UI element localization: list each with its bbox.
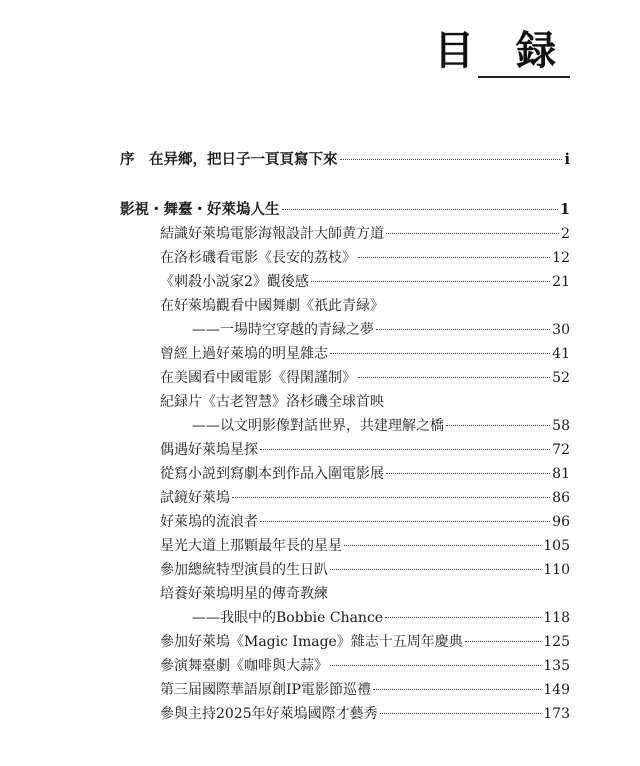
toc-entry-page: 173 bbox=[543, 706, 570, 722]
toc-entry[interactable] bbox=[160, 272, 570, 292]
dot-leader bbox=[358, 376, 550, 378]
toc-entry-label: 參與主持2025年好萊塢國際才藝秀 bbox=[160, 706, 378, 722]
toc-entry-label: 第三届國際華語原創IP電影節巡禮 bbox=[160, 682, 371, 698]
toc-entry[interactable] bbox=[160, 512, 570, 532]
toc-entry-page: 41 bbox=[552, 346, 570, 362]
toc-entry-label: 好萊塢的流浪者 bbox=[160, 514, 258, 530]
dot-leader bbox=[330, 664, 541, 666]
toc-section-row[interactable] bbox=[120, 200, 570, 220]
dot-leader bbox=[380, 712, 542, 714]
toc-entry-label: ——一場時空穿越的青緑之夢 bbox=[192, 322, 374, 338]
toc-entry-heading[interactable] bbox=[160, 584, 570, 604]
toc-entry-label: 偶遇好萊塢星探 bbox=[160, 442, 258, 458]
toc-entry-page: 86 bbox=[552, 490, 570, 506]
dot-leader bbox=[330, 568, 541, 570]
toc-entry-page: 52 bbox=[552, 370, 570, 386]
toc-entry-page: 72 bbox=[552, 442, 570, 458]
toc-entry-label: 《刺殺小説家2》觀後感 bbox=[160, 274, 309, 290]
toc-entry-label: 參加好萊塢《Magic Image》雜志十五周年慶典 bbox=[160, 634, 463, 650]
toc-entry-subtitle[interactable] bbox=[192, 608, 570, 628]
dot-leader bbox=[330, 352, 550, 354]
toc-entry-page: 110 bbox=[543, 562, 570, 578]
toc-entry-label: 在好萊塢觀看中國舞劇《祇此青緑》 bbox=[160, 298, 384, 314]
toc-section-label: 影視・舞臺・好萊塢人生 bbox=[120, 201, 280, 218]
page-title: 目 録 bbox=[434, 27, 570, 74]
toc-entry-page: 81 bbox=[552, 466, 570, 482]
toc-preface-label: 序 在异鄉，把日子一頁頁寫下來 bbox=[120, 151, 338, 168]
toc-entry[interactable] bbox=[160, 344, 570, 364]
toc-entry[interactable] bbox=[160, 488, 570, 508]
dot-leader bbox=[282, 208, 558, 210]
dot-leader bbox=[260, 448, 550, 450]
toc-entry[interactable] bbox=[160, 680, 570, 700]
toc-entry-page: 2 bbox=[561, 226, 570, 242]
toc-preface-row[interactable] bbox=[120, 150, 570, 170]
toc-entry[interactable] bbox=[160, 368, 570, 388]
toc-entry-page: 118 bbox=[543, 610, 570, 626]
dot-leader bbox=[344, 544, 541, 546]
dot-leader bbox=[311, 280, 550, 282]
toc-entry[interactable] bbox=[160, 248, 570, 268]
dot-leader bbox=[386, 472, 550, 474]
toc-entry-page: 58 bbox=[552, 418, 570, 434]
toc-entry-label: 參加總統特型演員的生日趴 bbox=[160, 562, 328, 578]
toc-entry-label: ——以文明影像對話世界，共建理解之橋 bbox=[192, 418, 444, 434]
dot-leader bbox=[385, 616, 541, 618]
toc-entry-subtitle[interactable] bbox=[192, 320, 570, 340]
toc-entry[interactable] bbox=[160, 440, 570, 460]
dot-leader bbox=[260, 520, 550, 522]
dot-leader bbox=[232, 496, 550, 498]
toc-entry-heading[interactable] bbox=[160, 392, 570, 412]
toc-entry-page: 105 bbox=[543, 538, 570, 554]
toc-entry-label: 試鏡好萊塢 bbox=[160, 490, 230, 506]
toc-entry-page: 125 bbox=[543, 634, 570, 650]
dot-leader bbox=[340, 158, 563, 160]
toc-preface-page: i bbox=[564, 151, 570, 168]
toc-entry-label: 在洛杉磯看電影《長安的荔枝》 bbox=[160, 250, 356, 266]
dot-leader bbox=[386, 232, 559, 234]
toc-entry-label: 參演舞臺劇《咖啡與大蒜》 bbox=[160, 658, 328, 674]
toc-entry-label: 結識好萊塢電影海報設計大師黄方道 bbox=[160, 226, 384, 242]
toc-entry[interactable] bbox=[160, 704, 570, 724]
dot-leader bbox=[376, 328, 550, 330]
toc-entry[interactable] bbox=[160, 656, 570, 676]
toc-entry-label: 培養好萊塢明星的傳奇教練 bbox=[160, 586, 328, 602]
toc-entry-page: 135 bbox=[543, 658, 570, 674]
toc-entry-label: 紀録片《古老智慧》洛杉磯全球首映 bbox=[160, 394, 384, 410]
dot-leader bbox=[358, 256, 550, 258]
toc-entry-subtitle[interactable] bbox=[192, 416, 570, 436]
toc-entry-page: 30 bbox=[552, 322, 570, 338]
toc-entry[interactable] bbox=[160, 560, 570, 580]
toc-entry-page: 21 bbox=[552, 274, 570, 290]
dot-leader bbox=[373, 688, 541, 690]
toc-entry-page: 12 bbox=[552, 250, 570, 266]
toc-entry-label: ——我眼中的Bobbie Chance bbox=[192, 610, 384, 626]
toc-entry[interactable] bbox=[160, 536, 570, 556]
toc-section-page: 1 bbox=[559, 201, 570, 218]
toc-entry[interactable] bbox=[160, 224, 570, 244]
toc-entry-label: 從寫小説到寫劇本到作品入圍電影展 bbox=[160, 466, 384, 482]
title-underline bbox=[478, 76, 570, 78]
toc-entry-heading[interactable] bbox=[160, 296, 570, 316]
toc-entry-label: 曾經上過好萊塢的明星雜志 bbox=[160, 346, 328, 362]
toc-entry[interactable] bbox=[160, 632, 570, 652]
dot-leader bbox=[465, 640, 541, 642]
toc-entry[interactable] bbox=[160, 464, 570, 484]
toc-entry-page: 96 bbox=[552, 514, 570, 530]
toc-entry-page: 149 bbox=[543, 682, 570, 698]
dot-leader bbox=[446, 424, 550, 426]
toc-entry-label: 在美國看中國電影《得閑謹制》 bbox=[160, 370, 356, 386]
toc-entry-label: 星光大道上那顆最年長的星星 bbox=[160, 538, 342, 554]
